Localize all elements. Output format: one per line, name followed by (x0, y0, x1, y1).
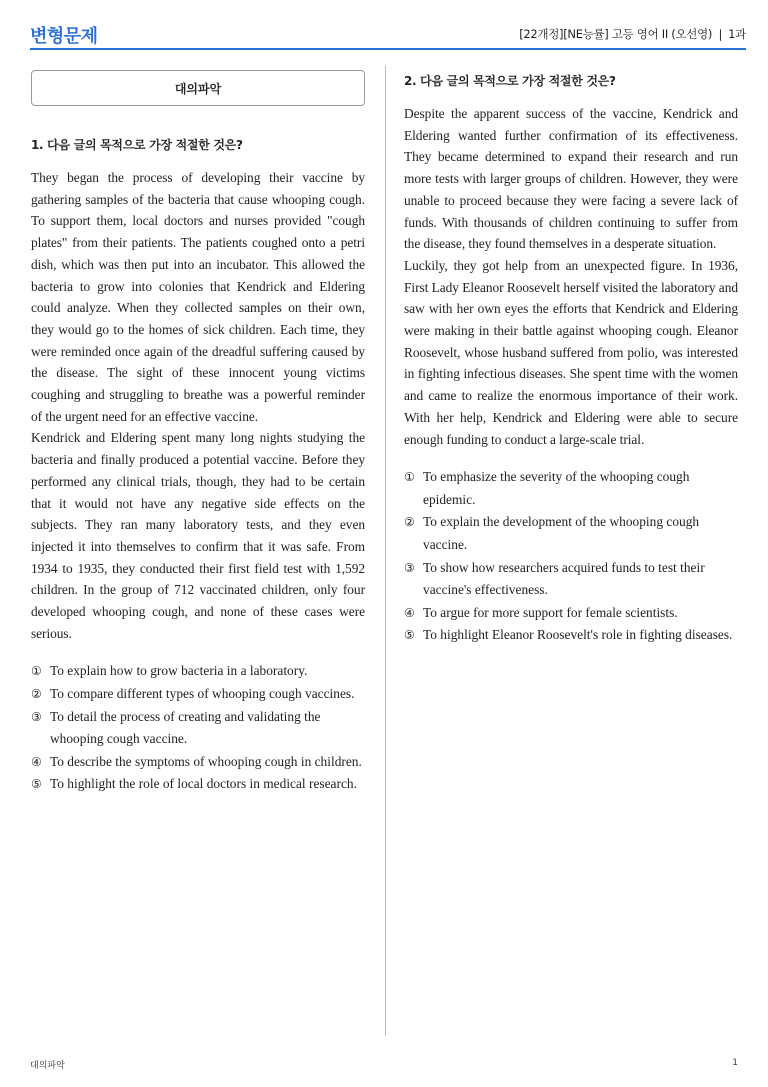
choice-number: ① (404, 470, 415, 485)
question-1-passage (31, 167, 365, 644)
choice-number: ③ (404, 560, 415, 575)
choice-text: To explain the development of the whooping cough vaccine. (423, 514, 700, 553)
choice-3[interactable] (31, 706, 365, 751)
question-1-choices (31, 660, 365, 796)
choice-number: ⑤ (31, 777, 42, 792)
footer-page-number: 1 (732, 1058, 738, 1068)
choice-text: To highlight Eleanor Roosevelt's role in fighting diseases. (423, 627, 733, 643)
choice-number: ④ (31, 754, 42, 769)
page-header (30, 22, 746, 48)
choice-text: To show how researchers acquired funds to test their vaccine's effectiveness. (423, 559, 705, 598)
passage-paragraph: Kendrick and Eldering spent many long nights studying the bacteria and finally produced a potential vaccine. Before they performed any clinical trials, though, they had to be certain that it would not have any negative side effects on the subjects. They ran many laboratory tests, and they even injected it into themselves to confirm that it was safe. From 1934 to 1935, they conducted their first field test with 1,592 children. In the group of 712 vaccinated children, only four developed whooping cough, and none of these cases were serious. (31, 430, 365, 641)
choice-5[interactable] (31, 773, 365, 796)
passage-paragraph: Luckily, they got help from an unexpected figure. In 1936, First Lady Eleanor Roosevelt herself visited the laboratory and saw with her own eyes the efforts that Kendrick and Eldering were making in their battle against whooping cough. Eleanor Roosevelt, whose husband suffered from polio, was interested in fighting infectious diseases. She spent time with the women and came to realize the enormous importance of their work. With her help, Kendrick and Eldering were able to secure enough funding to conduct a large-scale trial. (404, 257, 738, 447)
header-divider (30, 48, 746, 50)
left-column (31, 70, 365, 796)
section-title-box: 대의파악 (31, 70, 365, 106)
choice-number: ② (31, 687, 42, 702)
choice-number: ④ (404, 605, 415, 620)
passage-paragraph: They began the process of developing their vaccine by gathering samples of the bacteria that cause whooping cough. To support them, local doctors and nurses provided "cough plates" from their patients. The patients coughed onto a petri dish, which was then put into an incubator. This allowed the bacteria to grow into colonies that Kendrick and Eldering could analyze. When they collected samples on their own, they would go to the homes of sick children. Each time, they were reminded once again of the dreadful suffering caused by the disease. The sight of these innocent young victims coughing and struggling to breathe was a powerful reminder of the urgent need for an effective vaccine. (31, 170, 365, 424)
choice-number: ① (31, 664, 42, 679)
question-2-passage (404, 103, 738, 450)
brand-title: 변형문제 (30, 26, 98, 47)
choice-5[interactable] (404, 624, 738, 647)
choice-text: To compare different types of whooping cough vaccines. (50, 686, 355, 702)
choice-4[interactable] (404, 602, 738, 625)
question-2-title: 2. 다음 글의 목적으로 가장 적절한 것은? (404, 74, 616, 88)
choice-3[interactable] (404, 557, 738, 602)
footer-section-label: 대의파악 (30, 1061, 65, 1071)
question-1-title: 1. 다음 글의 목적으로 가장 적절한 것은? (31, 138, 243, 152)
choice-2[interactable] (404, 511, 738, 556)
choice-1[interactable] (404, 466, 738, 511)
choice-text: To emphasize the severity of the whooping cough epidemic. (423, 469, 690, 507)
choice-text: To explain how to grow bacteria in a laboratory. (50, 663, 308, 679)
choice-number: ⑤ (404, 628, 415, 643)
question-2-choices (404, 466, 738, 647)
passage-paragraph: Despite the apparent success of the vaccine, Kendrick and Eldering wanted further confirmation of its effectiveness. They became determined to expand their research and run more tests with larger groups of children. However, they were unable to proceed because they were facing a severe lack of funds. With thousands of children continuing to suffer from the disease, they found themselves in a desperate situation. (404, 106, 738, 252)
choice-text: To highlight the role of local doctors in medical research. (50, 776, 357, 792)
choice-text: To detail the process of creating and validating the whooping cough vaccine. (50, 708, 321, 747)
choice-text: To describe the symptoms of whooping cough in children. (50, 753, 362, 769)
choice-4[interactable] (31, 751, 365, 774)
right-column (404, 70, 738, 647)
course-info: [22개정][NE능률] 고등 영어 II (오선영) ❘ 1과 (519, 27, 746, 41)
choice-2[interactable] (31, 683, 365, 706)
choice-1[interactable] (31, 660, 365, 683)
column-divider (385, 66, 386, 1036)
choice-text: To argue for more support for female scientists. (423, 604, 678, 620)
choice-number: ② (404, 515, 415, 530)
choice-number: ③ (31, 709, 42, 724)
